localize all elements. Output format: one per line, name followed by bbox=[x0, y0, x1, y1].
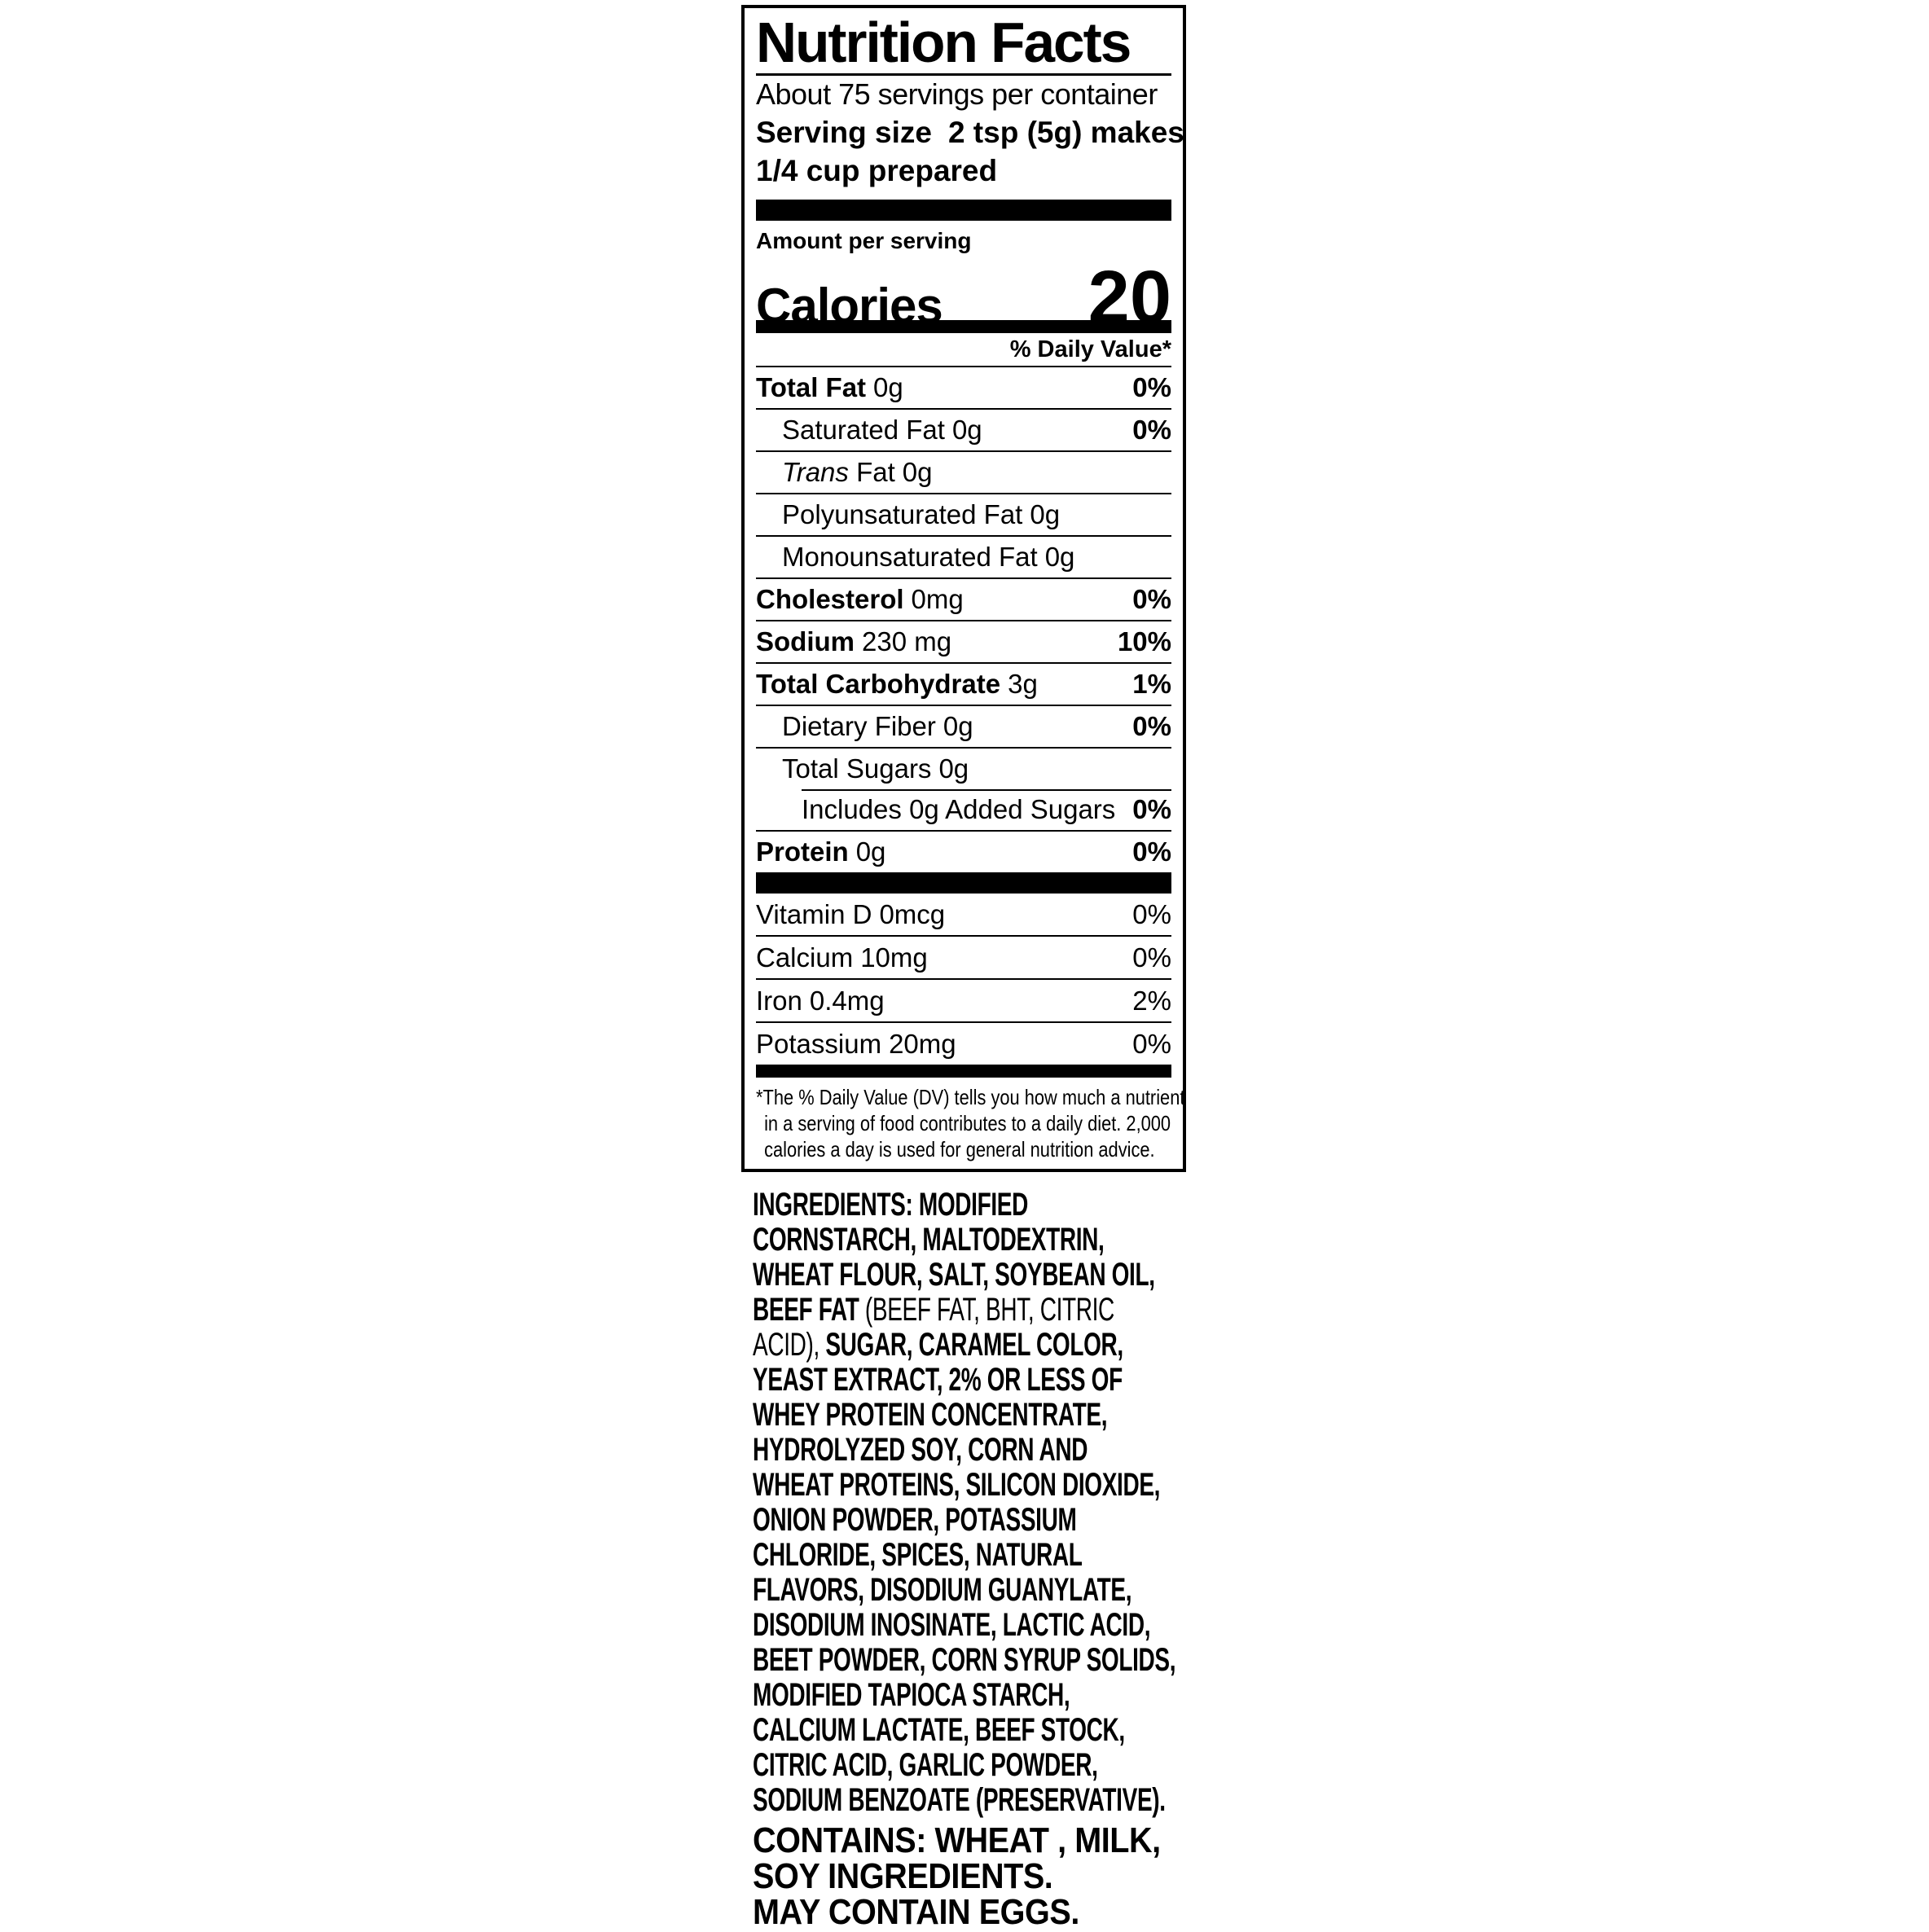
daily-value-footnote bbox=[756, 1078, 1185, 1162]
nutrient-row bbox=[756, 366, 1171, 408]
nutrient-amount: 3g bbox=[1008, 669, 1038, 699]
label-title: Nutrition Facts bbox=[756, 11, 1131, 74]
daily-value-percent: 0% bbox=[1132, 1029, 1171, 1059]
nutrient-row bbox=[756, 450, 1171, 493]
nutrient-amount: 0g bbox=[855, 836, 886, 867]
ingredients-line: WHEY PROTEIN CONCENTRATE, bbox=[753, 1397, 1108, 1433]
ingredients-line: HYDROLYZED SOY, CORN AND bbox=[753, 1432, 1088, 1468]
ingredients-text bbox=[753, 1188, 1323, 1818]
ingredients-line: SODIUM BENZOATE (PRESERVATIVE). bbox=[753, 1782, 1166, 1818]
nutrient-amount: 0g bbox=[873, 372, 903, 402]
nutrient-name-italic: Trans bbox=[782, 457, 849, 487]
allergen-line: SOY INGREDIENTS. bbox=[753, 1856, 1053, 1896]
nutrient-amount: 230 mg bbox=[862, 626, 952, 656]
ingredients-line: INGREDIENTS: MODIFIED bbox=[753, 1187, 1028, 1223]
nutrient-name: Polyunsaturated Fat bbox=[782, 499, 1023, 529]
daily-value-percent: 0% bbox=[1132, 415, 1171, 445]
daily-value-percent: 1% bbox=[1132, 669, 1171, 699]
serving-size-value: 2 tsp (5g) makes bbox=[947, 116, 1184, 149]
nutrient-amount: 0g bbox=[902, 457, 933, 487]
ingredients-line: MODIFIED TAPIOCA STARCH, bbox=[753, 1677, 1070, 1713]
nutrient-amount: 0g bbox=[938, 753, 969, 784]
servings-per-container: About 75 servings per container bbox=[756, 77, 1158, 111]
ingredients-line: CHLORIDE, SPICES, NATURAL bbox=[753, 1537, 1083, 1573]
allergen-statement bbox=[753, 1820, 1323, 1932]
nutrient-amount: 0g bbox=[951, 415, 982, 445]
nutrient-name: Total Fat bbox=[756, 372, 867, 402]
nutrient-amount: 0g bbox=[1030, 499, 1061, 529]
nutrient-row bbox=[756, 408, 1171, 450]
vitamin-row bbox=[756, 935, 1171, 978]
nutrient-name: Total Sugars bbox=[782, 753, 932, 784]
ingredients-line: CORNSTARCH, MALTODEXTRIN, bbox=[753, 1222, 1105, 1258]
serving-size-line2: 1/4 cup prepared bbox=[756, 154, 998, 187]
nutrient-row bbox=[756, 493, 1171, 535]
ingredients-line: CALCIUM LACTATE, BEEF STOCK, bbox=[753, 1712, 1125, 1748]
nutrient-name: Dietary Fiber bbox=[782, 711, 936, 741]
nutrient-row bbox=[756, 789, 1171, 830]
ingredients-line: BEEF FAT (BEEF FAT, BHT, CITRIC bbox=[753, 1292, 1114, 1328]
nutrient-row bbox=[756, 705, 1171, 747]
divider-bar-thick bbox=[756, 872, 1171, 894]
daily-value-percent: 0% bbox=[1132, 794, 1171, 824]
daily-value-percent: 0% bbox=[1132, 899, 1171, 929]
calories-label: Calories bbox=[756, 279, 943, 333]
footnote-line: *The % Daily Value (DV) tells you how much a nutrient bbox=[756, 1085, 1185, 1109]
calories-row bbox=[756, 255, 1171, 339]
nutrient-name: Total Carbohydrate bbox=[756, 669, 1001, 699]
vitamin-amount: 0.4mg bbox=[809, 986, 885, 1016]
vitamin-row bbox=[756, 1021, 1171, 1065]
nutrient-amount: 0g bbox=[1044, 542, 1075, 572]
daily-value-percent: 0% bbox=[1132, 584, 1171, 614]
allergen-line: MAY CONTAIN EGGS. bbox=[753, 1892, 1079, 1932]
vitamin-row bbox=[756, 894, 1171, 935]
nutrient-name: Monounsaturated Fat bbox=[782, 542, 1038, 572]
nutrient-row bbox=[756, 747, 1171, 789]
daily-value-percent: 0% bbox=[1132, 372, 1171, 402]
calories-value: 20 bbox=[1088, 256, 1171, 339]
nutrient-row bbox=[756, 577, 1171, 620]
vitamin-row bbox=[756, 978, 1171, 1021]
ingredients-line: DISODIUM INOSINATE, LACTIC ACID, bbox=[753, 1607, 1151, 1643]
amount-per-serving-label: Amount per serving bbox=[756, 228, 972, 253]
vitamin-amount: 10mg bbox=[860, 942, 928, 973]
vitamin-rows bbox=[756, 894, 1171, 1065]
nutrient-row bbox=[756, 620, 1171, 662]
nutrient-name: Protein bbox=[756, 836, 849, 867]
vitamin-name: Calcium bbox=[756, 942, 854, 973]
vitamin-name: Vitamin D bbox=[756, 899, 872, 929]
footnote-line: calories a day is used for general nutrition advice. bbox=[764, 1137, 1155, 1161]
ingredients-line: FLAVORS, DISODIUM GUANYLATE, bbox=[753, 1572, 1132, 1608]
nutrient-name: Includes 0g Added Sugars bbox=[802, 794, 1116, 824]
nutrient-name: Sodium bbox=[756, 626, 855, 656]
nutrient-row bbox=[756, 662, 1171, 705]
nutrient-name: Saturated Fat bbox=[782, 415, 945, 445]
ingredients-line: ACID), SUGAR, CARAMEL COLOR, bbox=[753, 1327, 1123, 1363]
daily-value-percent: 10% bbox=[1117, 626, 1171, 656]
nutrient-name: Trans Fat bbox=[782, 457, 895, 487]
nutrient-amount: 0mg bbox=[911, 584, 964, 614]
vitamin-amount: 0mcg bbox=[879, 899, 946, 929]
serving-size-line1 bbox=[756, 113, 1184, 151]
nutrient-rows bbox=[756, 366, 1171, 872]
daily-value-header: % Daily Value* bbox=[1009, 336, 1171, 362]
ingredients-line: WHEAT FLOUR, SALT, SOYBEAN OIL, bbox=[753, 1257, 1155, 1293]
divider-bar-thick bbox=[756, 200, 1171, 221]
daily-value-percent: 0% bbox=[1132, 942, 1171, 973]
nutrient-row bbox=[756, 830, 1171, 872]
ingredients-line: ONION POWDER, POTASSIUM bbox=[753, 1502, 1077, 1538]
ingredients-line: CITRIC ACID, GARLIC POWDER, bbox=[753, 1747, 1098, 1783]
ingredients-line: YEAST EXTRACT, 2% OR LESS OF bbox=[753, 1362, 1123, 1398]
ingredients-line: BEET POWDER, CORN SYRUP SOLIDS, bbox=[753, 1642, 1176, 1678]
footnote-line: in a serving of food contributes to a daily diet. 2,000 bbox=[764, 1111, 1171, 1135]
serving-size-label: Serving size bbox=[756, 116, 932, 149]
ingredients-section bbox=[753, 1188, 1323, 1930]
daily-value-percent: 0% bbox=[1132, 836, 1171, 867]
divider-bar-medium bbox=[756, 1065, 1171, 1078]
vitamin-name: Iron bbox=[756, 986, 802, 1016]
daily-value-percent: 2% bbox=[1132, 986, 1171, 1016]
nutrient-amount: 0g bbox=[943, 711, 973, 741]
daily-value-percent: 0% bbox=[1132, 711, 1171, 741]
vitamin-amount: 20mg bbox=[889, 1029, 956, 1059]
allergen-line: CONTAINS: WHEAT , MILK, bbox=[753, 1820, 1161, 1860]
nutrient-name: Cholesterol bbox=[756, 584, 904, 614]
nutrient-row bbox=[756, 535, 1171, 577]
vitamin-name: Potassium bbox=[756, 1029, 882, 1059]
nutrition-facts-label bbox=[741, 5, 1186, 1172]
ingredients-line: WHEAT PROTEINS, SILICON DIOXIDE, bbox=[753, 1467, 1161, 1503]
